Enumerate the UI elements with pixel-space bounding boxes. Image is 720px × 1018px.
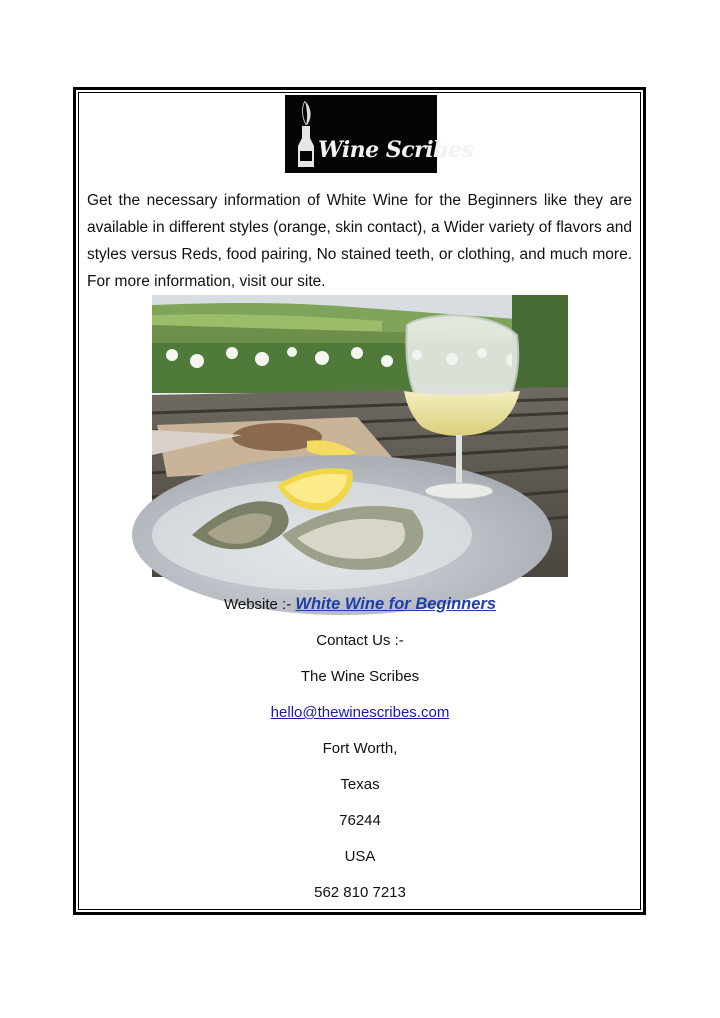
wine-bottle-quill-icon — [291, 99, 321, 169]
contact-heading: Contact Us :- — [316, 632, 404, 649]
website-line — [80, 594, 640, 615]
website-label: Website :- — [223, 596, 296, 613]
country: USA — [344, 848, 376, 865]
phone-number: 562 810 7213 — [314, 884, 406, 901]
logo-wordmark: Wine Scribes — [318, 137, 474, 163]
company-name: The Wine Scribes — [300, 668, 420, 685]
intro-paragraph: Get the necessary information of White Wine for the Beginners like they are available in different styles (orange, skin contact), a Wider variety of flavors and styles versus Reds, food pairing, No stained teeth, or clothing, and much more. For more information, visit our site. — [87, 192, 632, 290]
zip-code: 76244 — [339, 812, 381, 829]
wine-food-photo — [152, 295, 568, 577]
email-link[interactable]: hello@thewinescribes.com — [270, 704, 450, 721]
white-wine-for-beginners-link[interactable]: White Wine for Beginners — [295, 595, 497, 613]
city: Fort Worth, — [322, 740, 398, 757]
email-line — [80, 703, 640, 723]
state: Texas — [340, 776, 380, 793]
wine-scribes-logo — [285, 95, 474, 173]
